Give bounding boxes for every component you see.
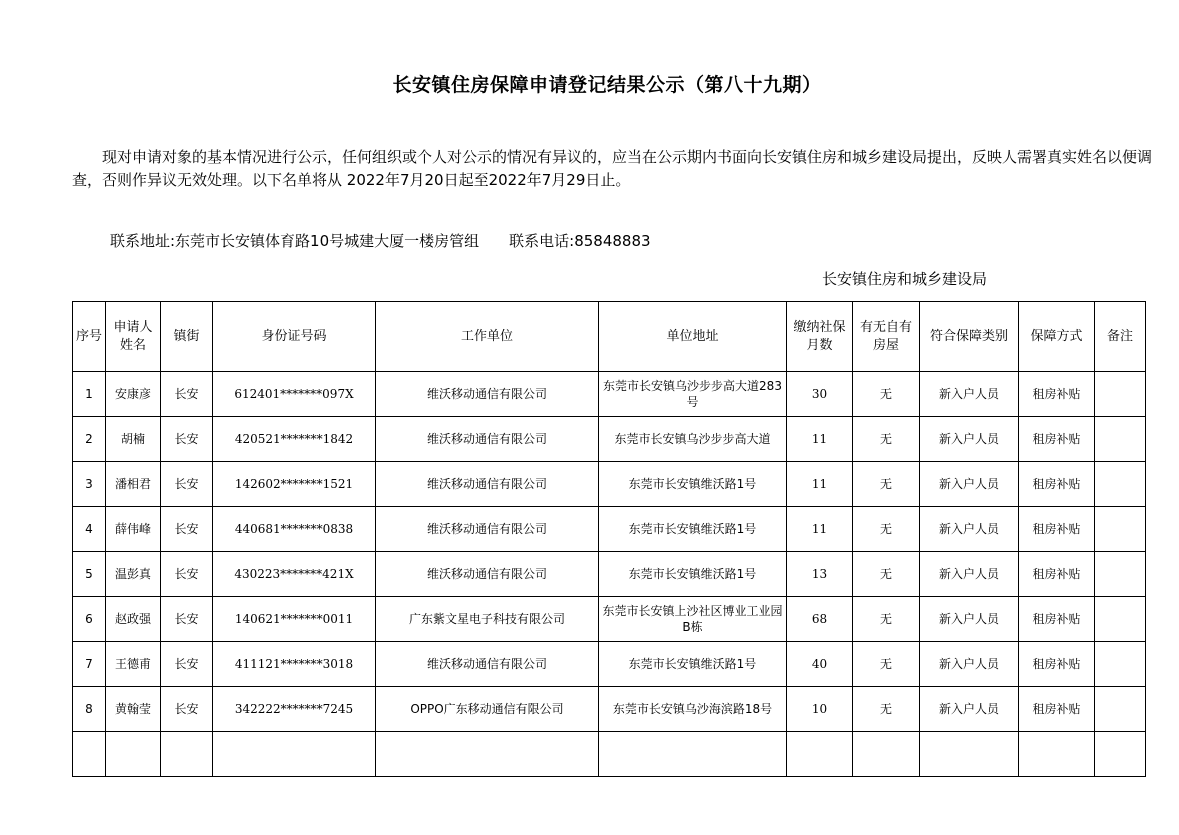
cell-name: 赵政强 <box>106 597 161 642</box>
empty-cell <box>1095 732 1146 777</box>
cell-category: 新入户人员 <box>920 507 1019 552</box>
table-row-empty <box>73 732 1146 777</box>
cell-category: 新入户人员 <box>920 372 1019 417</box>
cell-category: 新入户人员 <box>920 687 1019 732</box>
cell-employer: 维沃移动通信有限公司 <box>376 507 599 552</box>
empty-cell <box>1019 732 1095 777</box>
applicant-table <box>72 301 1146 777</box>
table-header-row <box>73 302 1146 372</box>
header-street: 镇街 <box>161 302 213 372</box>
intro-paragraph: 现对申请对象的基本情况进行公示，任何组织或个人对公示的情况有异议的，应当在公示期内书面向长安镇住房和城乡建设局提出，反映人需署真实姓名以便调查，否则作异议无效处理。以下名单将从 2022年7月20日起至2022年7月29日止。 <box>72 148 1153 189</box>
cell-address: 东莞市长安镇维沃路1号 <box>599 507 787 552</box>
cell-method: 租房补贴 <box>1019 372 1095 417</box>
empty-cell <box>376 732 599 777</box>
cell-id: 140621*******0011 <box>213 597 376 642</box>
cell-address: 东莞市长安镇乌沙海滨路18号 <box>599 687 787 732</box>
cell-name: 黄翰莹 <box>106 687 161 732</box>
cell-remark <box>1095 642 1146 687</box>
cell-remark <box>1095 687 1146 732</box>
cell-id: 440681*******0838 <box>213 507 376 552</box>
empty-cell <box>73 732 106 777</box>
issuer-name: 长安镇住房和城乡建设局 <box>822 270 988 288</box>
cell-method: 租房补贴 <box>1019 417 1095 462</box>
cell-category: 新入户人员 <box>920 552 1019 597</box>
cell-name: 潘相君 <box>106 462 161 507</box>
header-months: 缴纳社保月数 <box>787 302 853 372</box>
table-row <box>73 462 1146 507</box>
contact-address: 联系地址:东莞市长安镇体育路10号城建大厦一楼房管组 <box>110 232 480 250</box>
cell-months: 11 <box>787 462 853 507</box>
cell-remark <box>1095 417 1146 462</box>
cell-property: 无 <box>853 372 920 417</box>
header-name: 申请人姓名 <box>106 302 161 372</box>
cell-street: 长安 <box>161 552 213 597</box>
cell-category: 新入户人员 <box>920 462 1019 507</box>
cell-property: 无 <box>853 642 920 687</box>
cell-months: 11 <box>787 507 853 552</box>
cell-method: 租房补贴 <box>1019 597 1095 642</box>
header-remark: 备注 <box>1095 302 1146 372</box>
cell-seq: 3 <box>73 462 106 507</box>
cell-employer: 广东紫文星电子科技有限公司 <box>376 597 599 642</box>
empty-cell <box>106 732 161 777</box>
empty-cell <box>213 732 376 777</box>
cell-remark <box>1095 462 1146 507</box>
cell-seq: 5 <box>73 552 106 597</box>
cell-months: 68 <box>787 597 853 642</box>
table-row <box>73 642 1146 687</box>
table-row <box>73 507 1146 552</box>
header-seq: 序号 <box>73 302 106 372</box>
cell-seq: 8 <box>73 687 106 732</box>
empty-cell <box>161 732 213 777</box>
cell-property: 无 <box>853 462 920 507</box>
cell-id: 411121*******3018 <box>213 642 376 687</box>
table-row <box>73 687 1146 732</box>
cell-street: 长安 <box>161 507 213 552</box>
cell-property: 无 <box>853 687 920 732</box>
cell-employer: 维沃移动通信有限公司 <box>376 552 599 597</box>
cell-name: 王德甫 <box>106 642 161 687</box>
cell-months: 13 <box>787 552 853 597</box>
cell-street: 长安 <box>161 687 213 732</box>
cell-method: 租房补贴 <box>1019 687 1095 732</box>
empty-cell <box>599 732 787 777</box>
cell-method: 租房补贴 <box>1019 642 1095 687</box>
cell-address: 东莞市长安镇维沃路1号 <box>599 552 787 597</box>
cell-employer: 维沃移动通信有限公司 <box>376 372 599 417</box>
cell-remark <box>1095 507 1146 552</box>
cell-street: 长安 <box>161 372 213 417</box>
cell-address: 东莞市长安镇乌沙步步高大道 <box>599 417 787 462</box>
cell-address: 东莞市长安镇上沙社区博业工业园B栋 <box>599 597 787 642</box>
cell-category: 新入户人员 <box>920 642 1019 687</box>
cell-category: 新入户人员 <box>920 417 1019 462</box>
empty-cell <box>787 732 853 777</box>
cell-seq: 6 <box>73 597 106 642</box>
cell-seq: 4 <box>73 507 106 552</box>
cell-name: 胡楠 <box>106 417 161 462</box>
cell-seq: 1 <box>73 372 106 417</box>
table-row <box>73 597 1146 642</box>
cell-months: 40 <box>787 642 853 687</box>
table-row <box>73 372 1146 417</box>
cell-street: 长安 <box>161 417 213 462</box>
empty-cell <box>920 732 1019 777</box>
cell-property: 无 <box>853 552 920 597</box>
cell-address: 东莞市长安镇维沃路1号 <box>599 462 787 507</box>
cell-street: 长安 <box>161 462 213 507</box>
cell-seq: 7 <box>73 642 106 687</box>
cell-name: 薛伟峰 <box>106 507 161 552</box>
cell-method: 租房补贴 <box>1019 462 1095 507</box>
cell-remark <box>1095 372 1146 417</box>
cell-employer: 维沃移动通信有限公司 <box>376 462 599 507</box>
cell-name: 安康彦 <box>106 372 161 417</box>
cell-id: 420521*******1842 <box>213 417 376 462</box>
cell-street: 长安 <box>161 597 213 642</box>
cell-employer: 维沃移动通信有限公司 <box>376 642 599 687</box>
cell-street: 长安 <box>161 642 213 687</box>
cell-seq: 2 <box>73 417 106 462</box>
cell-months: 11 <box>787 417 853 462</box>
cell-address: 东莞市长安镇维沃路1号 <box>599 642 787 687</box>
cell-id: 342222*******7245 <box>213 687 376 732</box>
contact-line <box>110 230 651 251</box>
empty-cell <box>853 732 920 777</box>
header-category: 符合保障类别 <box>920 302 1019 372</box>
header-property: 有无自有房屋 <box>853 302 920 372</box>
cell-employer: 维沃移动通信有限公司 <box>376 417 599 462</box>
cell-id: 430223*******421X <box>213 552 376 597</box>
cell-months: 10 <box>787 687 853 732</box>
cell-name: 温彭真 <box>106 552 161 597</box>
cell-id: 612401*******097X <box>213 372 376 417</box>
cell-method: 租房补贴 <box>1019 552 1095 597</box>
table-row <box>73 417 1146 462</box>
header-id: 身份证号码 <box>213 302 376 372</box>
cell-method: 租房补贴 <box>1019 507 1095 552</box>
cell-address: 东莞市长安镇乌沙步步高大道283号 <box>599 372 787 417</box>
page-title: 长安镇住房保障申请登记结果公示（第八十九期） <box>392 74 822 96</box>
table-row <box>73 552 1146 597</box>
cell-category: 新入户人员 <box>920 597 1019 642</box>
header-employer: 工作单位 <box>376 302 599 372</box>
cell-property: 无 <box>853 597 920 642</box>
cell-employer: OPPO广东移动通信有限公司 <box>376 687 599 732</box>
cell-remark <box>1095 552 1146 597</box>
cell-months: 30 <box>787 372 853 417</box>
cell-property: 无 <box>853 507 920 552</box>
header-address: 单位地址 <box>599 302 787 372</box>
contact-phone: 联系电话:85848883 <box>509 232 651 250</box>
cell-property: 无 <box>853 417 920 462</box>
cell-id: 142602*******1521 <box>213 462 376 507</box>
cell-remark <box>1095 597 1146 642</box>
header-method: 保障方式 <box>1019 302 1095 372</box>
